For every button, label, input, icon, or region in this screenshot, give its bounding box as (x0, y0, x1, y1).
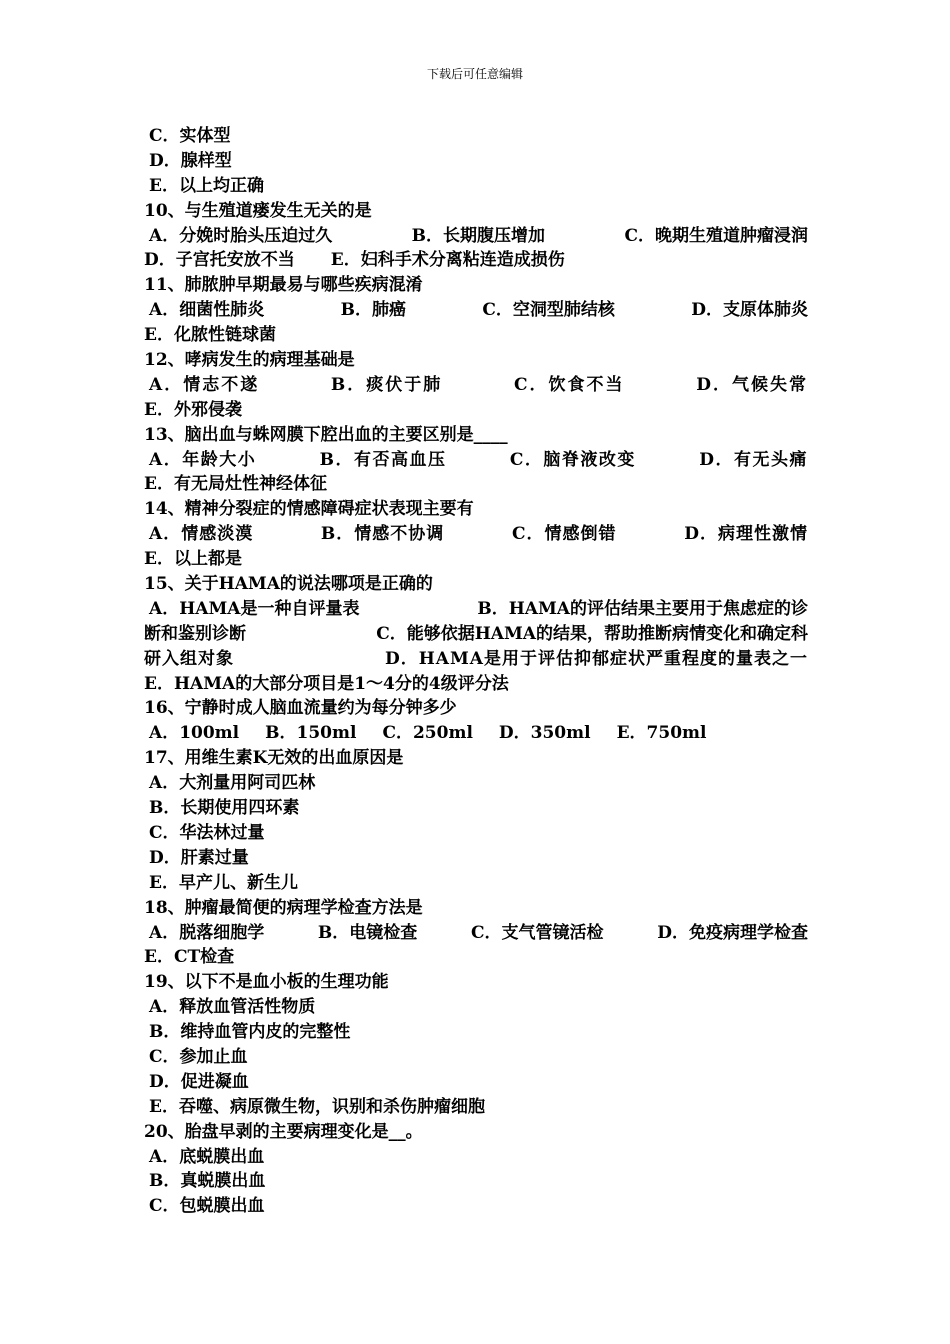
q12-option-e: E．外邪侵袭 (144, 399, 242, 420)
q19-option-c: C．参加止血 (149, 1046, 248, 1067)
q12-options-line-1 (144, 373, 808, 398)
q12-option-b: B．痰伏于肺 (330, 374, 443, 395)
q13-option-b: B．有否高血压 (319, 449, 447, 470)
q18-option-c: C．支气管镜活检 (470, 922, 604, 943)
q12-option-d: D．气候失常 (696, 374, 808, 395)
q17-option-a: A．大剂量用阿司匹林 (149, 773, 316, 794)
q15-options-line-1 (144, 597, 808, 622)
q17-option-b: B．长期使用四环素 (149, 798, 300, 819)
q13-option-c: C．脑脊液改变 (509, 449, 636, 470)
q12-option-c: C．饮食不当 (513, 374, 625, 395)
q9-option-d: D．腺样型 (149, 150, 232, 171)
page-header: 下载后可任意编辑 (426, 67, 523, 81)
q14-options-line-1 (144, 522, 808, 547)
q16-option-d: D．350ml (498, 723, 591, 744)
q12-title: 12、哮病发生的病理基础是 (144, 350, 355, 371)
q20-title: 20、胎盘早剥的主要病理变化是__。 (144, 1121, 423, 1142)
q10-option-a: A．分娩时胎头压迫过久 (149, 225, 333, 246)
q10-option-d: D．子宫托安放不当 (144, 250, 295, 271)
q16-option-c: C．250ml (382, 723, 473, 744)
document-body (144, 124, 808, 1219)
q16-option-a: A．100ml (149, 723, 240, 744)
q10-option-c: C．晚期生殖道肿瘤浸润 (624, 225, 808, 246)
q17-title: 17、用维生素K无效的出血原因是 (144, 748, 404, 769)
q10-option-e: E．妇科手术分离粘连造成损伤 (330, 250, 565, 271)
q18-option-b: B．电镜检查 (317, 922, 418, 943)
q18-option-e: E．CT检查 (144, 947, 235, 968)
q13-option-d: D．有无头痛 (699, 449, 808, 470)
q17-option-e: E．早产儿、新生儿 (149, 872, 298, 893)
q10-options-line-1 (144, 224, 808, 249)
q16-option-e: E．750ml (616, 723, 707, 744)
q15-option-d: D．HAMA是用于评估抑郁症状严重程度的量表之一 (384, 648, 808, 669)
q11-option-c: C．空洞型肺结核 (482, 300, 615, 321)
q14-option-d: D．病理性激情 (684, 524, 808, 545)
q15-option-c-start: C．能够依据HAMA的结果，帮助推断病情变化和确定科 (376, 623, 808, 644)
q14-option-c: C．情感倒错 (511, 524, 617, 545)
q13-option-a: A．年龄大小 (149, 449, 257, 470)
q11-title: 11、肺脓肿早期最易与哪些疾病混淆 (144, 275, 423, 296)
q16-title: 16、宁静时成人脑血流量约为每分钟多少 (144, 698, 457, 719)
q17-option-c: C．华法林过量 (149, 822, 265, 843)
q11-option-d: D．支原体肺炎 (691, 300, 808, 321)
q10-option-b: B．长期腹压增加 (411, 225, 546, 246)
q19-option-b: B．维持血管内皮的完整性 (149, 1022, 351, 1043)
q18-option-a: A．脱落细胞学 (149, 922, 265, 943)
q15-options-line-3 (144, 647, 808, 672)
q16-option-b: B．150ml (265, 723, 357, 744)
q19-title: 19、以下不是血小板的生理功能 (144, 972, 389, 993)
q14-title: 14、精神分裂症的情感障碍症状表现主要有 (144, 499, 474, 520)
q10-options-line-2 (144, 248, 808, 273)
q15-title: 15、关于HAMA的说法哪项是正确的 (144, 574, 433, 595)
q18-option-d: D．免疫病理学检查 (657, 922, 808, 943)
q15-options-line-2 (144, 622, 808, 647)
q13-options-line-1 (144, 448, 808, 473)
q14-option-b: B．情感不协调 (320, 524, 445, 545)
q11-option-b: B．肺癌 (340, 300, 406, 321)
q15-option-b-start: B．HAMA的评估结果主要用于焦虑症的诊 (477, 598, 808, 619)
q11-option-a: A．细菌性肺炎 (149, 300, 265, 321)
q12-option-a: A．情志不遂 (149, 374, 260, 395)
q20-option-b: B．真蜕膜出血 (149, 1171, 266, 1192)
q10-title: 10、与生殖道瘘发生无关的是 (144, 200, 372, 221)
q15-option-a: A．HAMA是一种自评量表 (149, 598, 360, 619)
q15-option-c-end: 研入组对象 (144, 648, 234, 669)
q9-option-c: C．实体型 (149, 126, 231, 146)
q13-title: 13、脑出血与蛛网膜下腔出血的主要区别是____ (144, 424, 508, 445)
q13-option-e: E．有无局灶性神经体征 (144, 474, 327, 495)
q19-option-a: A．释放血管活性物质 (149, 997, 316, 1018)
q15-option-b-end: 断和鉴别诊断 (144, 623, 246, 644)
q20-option-c: C．包蜕膜出血 (149, 1196, 265, 1217)
q14-option-e: E．以上都是 (144, 549, 242, 570)
q18-title: 18、肿瘤最简便的病理学检查方法是 (144, 897, 423, 918)
q19-option-d: D．促进凝血 (149, 1071, 249, 1092)
q16-options (144, 721, 808, 746)
q9-option-e: E．以上均正确 (149, 175, 264, 196)
q17-option-d: D．肝素过量 (149, 847, 249, 868)
q14-option-a: A．情感淡漠 (149, 524, 254, 545)
q11-options-line-1 (144, 298, 808, 323)
q11-option-e: E．化脓性链球菌 (144, 325, 276, 346)
q19-option-e: E．吞噬、病原微生物，识别和杀伤肿瘤细胞 (149, 1096, 485, 1117)
q20-option-a: A．底蜕膜出血 (149, 1146, 265, 1167)
q18-options-line-1 (144, 921, 808, 946)
q15-option-e: E．HAMA的大部分项目是1～4分的4级评分法 (144, 673, 509, 694)
